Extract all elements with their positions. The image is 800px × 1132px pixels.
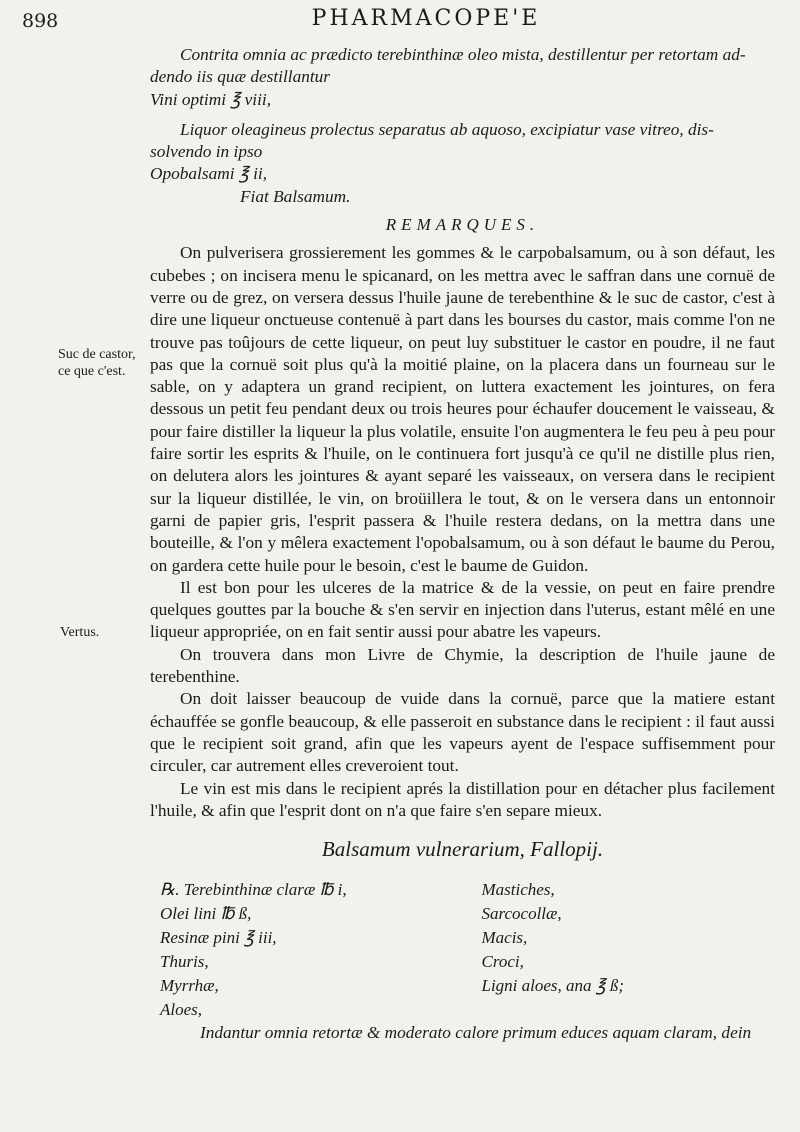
paragraph: On doit laisser beaucoup de vuide dans la cornuë, parce que la matiere estant échauffée se gonfle beaucoup, & elle passeroit en substance dans le recipient : il faut aussi que le recipient soit grand, afin que les vapeurs ayent de l'espace suffisemment pour circuler, car autrement elles creveroient tout. bbox=[150, 689, 775, 776]
formula-block bbox=[150, 44, 775, 186]
formula-line: Contrita omnia ac prædicto terebinthinæ oleo mista, destillentur per retortam ad- bbox=[180, 45, 746, 64]
ingredient-item: ℞. Terebinthinæ claræ ℔ i, bbox=[160, 880, 347, 900]
fiat-line: Fiat Balsamum. bbox=[240, 186, 351, 206]
formula-line: Opobalsami ℥ ii, bbox=[150, 164, 268, 184]
formula-line: dendo iis quæ destillantur bbox=[150, 67, 331, 87]
ingredient-column-right bbox=[454, 878, 776, 1022]
running-title: PHARMACOPE'E bbox=[311, 6, 541, 31]
paragraph: Il est bon pour les ulceres de la matrice & de la vessie, on peut en faire prendre quelques gouttes par la bouche & s'en servir en injection dans l'uterus, estant mêlé en une liqueur appropriée, on en fait sentir aussi pour abatre les vapeurs. bbox=[150, 577, 775, 642]
ingredient-item: Mastiches, bbox=[481, 880, 555, 900]
margin-note-vertus: Vertus. bbox=[60, 625, 100, 640]
paragraph: On pulverisera grossierement les gommes & le carpobalsamum, ou à son défaut, les cubebes ; on incisera menu le spicanard, on les mettra avec le saffran dans une cornuë de verre ou de grez, on versera dessus l'huile jaune de terebenthine & le suc de castor, c'est à dire une liqueur onctueuse contenuë à part dans les bourses du castor, mais comme l'on ne trouve pas toûjours de cette liqueur, on peut luy substituer le castor en poudre, il ne faut pas que la cornuë soit plus qu'à la moitié plaine, on la placera dans un fourneau sur le sable, on y adaptera un grand recipient, on luttera exactement les jointures, on fera dessous un petit feu pendant deux ou trois heures pour échaufer doucement le vaisseau, & pour faire distiller la liqueur la plus volatile, ensuite l'on augmentera le feu peu à peu pour faire sortir les esprits & l'huile, on le continuera fort jusqu'à ce qu'il ne distille plus rien, on delutera alors les jointures & ayant separé les vaisseaux, on versera dans le recipient sur la liqueur distillée, le vin, on broüillera le tout, & on le versera dans un entonnoir garni de papier gris, l'esprit passera & l'huile restera dedans, on la mettra dans une bouteille, & l'on y mêlera exactement l'opobalsamum, ou à son défaut le baume du Perou, on gardera cette huile pour le besoin, c'est le baume de Guidon. bbox=[150, 243, 775, 575]
formula-line: Liquor oleagineus prolectus separatus ab aquoso, excipiatur vase vitreo, dis- bbox=[180, 119, 714, 139]
section-heading: REMARQUES. bbox=[385, 215, 540, 235]
ingredient-item: Olei lini ℔ ß, bbox=[160, 904, 252, 924]
page-number: 898 bbox=[22, 10, 59, 32]
ingredient-list bbox=[160, 878, 775, 1022]
paragraph: Le vin est mis dans le recipient aprés la distillation pour en détacher plus facilement l'huile, & afin que l'esprit dont on n'a que faire s'en separe mieux. bbox=[150, 778, 775, 820]
formula-line: Vini optimi ℥ viii, bbox=[150, 89, 272, 109]
instruction-line: Indantur omnia retortæ & moderato calore primum educes aquam claram, dein bbox=[200, 1023, 752, 1043]
recipe-title: Balsamum vulnerarium, Fallopij. bbox=[321, 837, 604, 862]
ingredient-item: Myrrhæ, bbox=[160, 976, 219, 996]
margin-note-castor: Suc de castor, ce que c'est. bbox=[58, 347, 136, 379]
ingredient-column-left bbox=[160, 878, 454, 1022]
ingredient-item: Croci, bbox=[481, 952, 524, 972]
ingredient-item: Thuris, bbox=[160, 952, 209, 972]
page-body bbox=[150, 44, 775, 1045]
page-header bbox=[22, 4, 790, 40]
ingredient-item: Resinæ pini ℥ iii, bbox=[160, 928, 277, 948]
paragraph: On trouvera dans mon Livre de Chymie, la description de l'huile jaune de terebenthine. bbox=[150, 644, 775, 687]
ingredient-item: Macis, bbox=[481, 928, 528, 948]
ingredient-item: Sarcocollæ, bbox=[481, 904, 562, 924]
formula-line: solvendo in ipso bbox=[150, 142, 263, 162]
ingredient-item: Aloes, bbox=[160, 1000, 203, 1020]
ingredient-item: Ligni aloes, ana ℥ ß; bbox=[481, 976, 625, 996]
